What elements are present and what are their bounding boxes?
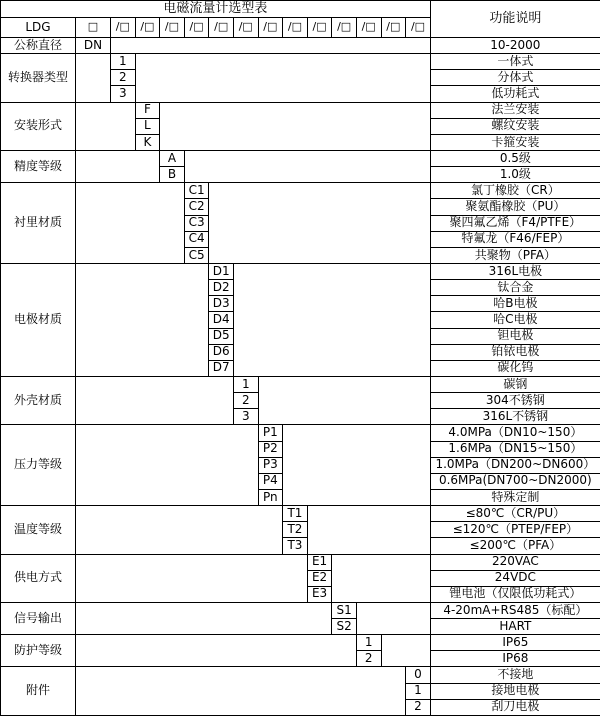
option-code: T3 [283, 538, 308, 554]
option-code: P1 [258, 425, 283, 441]
option-desc: 特殊定制 [430, 489, 600, 505]
option-desc: 氯丁橡胶（CR） [430, 183, 600, 199]
option-desc: 低功耗式 [430, 86, 600, 102]
spacer-cell [76, 183, 185, 264]
model-slot-box: /□ [135, 18, 160, 38]
category-label: 信号输出 [1, 602, 76, 634]
option-desc: 共聚物（PFA） [430, 247, 600, 263]
model-prefix: LDG [1, 18, 76, 38]
category-label: 外壳材质 [1, 376, 76, 424]
option-code: E2 [307, 570, 332, 586]
option-desc: 4.0MPa（DN10~150） [430, 425, 600, 441]
spacer-cell [160, 102, 431, 150]
option-desc: 1.0MPa（DN200~DN600） [430, 457, 600, 473]
option-desc: 10-2000 [430, 38, 600, 54]
spacer-cell [381, 635, 430, 667]
option-code: Pn [258, 489, 283, 505]
option-desc: 4-20mA+RS485（标配） [430, 602, 600, 618]
spacer-cell [209, 183, 430, 264]
option-desc: 聚氨酯橡胶（PU） [430, 199, 600, 215]
option-code: P3 [258, 457, 283, 473]
option-code: A [160, 150, 185, 166]
option-desc: 分体式 [430, 70, 600, 86]
spacer-cell [76, 54, 111, 102]
option-code: C4 [184, 231, 209, 247]
option-desc: 钛合金 [430, 280, 600, 296]
option-desc: 卡箍安装 [430, 134, 600, 150]
option-desc: 钽电极 [430, 328, 600, 344]
option-desc: ≤120℃（PTEP/FEP） [430, 522, 600, 538]
option-code: E1 [307, 554, 332, 570]
spacer-cell [76, 635, 357, 667]
spacer-cell [258, 376, 430, 424]
model-slot-box: /□ [258, 18, 283, 38]
option-code: C2 [184, 199, 209, 215]
spacer-cell [332, 554, 431, 602]
category-label: 供电方式 [1, 554, 76, 602]
spacer-cell [135, 54, 430, 102]
option-code: D1 [209, 263, 234, 279]
option-desc: 刮刀电极 [430, 699, 600, 715]
option-code: 1 [406, 683, 431, 699]
option-code: 1 [356, 635, 381, 651]
spacer-cell [76, 554, 308, 602]
model-slot-box: /□ [184, 18, 209, 38]
option-code: K [135, 134, 160, 150]
option-code: D4 [209, 312, 234, 328]
option-code: 3 [233, 409, 258, 425]
option-desc: 特氟龙（F46/FEP） [430, 231, 600, 247]
model-slot-box: /□ [160, 18, 185, 38]
option-desc: 法兰安装 [430, 102, 600, 118]
option-desc: 不接地 [430, 667, 600, 683]
option-desc: IP68 [430, 651, 600, 667]
category-label: 温度等级 [1, 506, 76, 554]
option-code: D7 [209, 360, 234, 376]
option-code: F [135, 102, 160, 118]
option-code: C1 [184, 183, 209, 199]
spacer-cell [76, 102, 136, 150]
option-code: P2 [258, 441, 283, 457]
model-slot-box: /□ [111, 18, 136, 38]
option-code: 2 [406, 699, 431, 715]
option-desc: 304不锈钢 [430, 393, 600, 409]
option-desc: 0.6MPa(DN700~DN2000) [430, 473, 600, 489]
option-code: 2 [233, 393, 258, 409]
spacer-cell [76, 150, 160, 182]
model-digit-box: □ [76, 18, 111, 38]
spacer-cell [283, 425, 431, 506]
category-label: 压力等级 [1, 425, 76, 506]
option-desc: 220VAC [430, 554, 600, 570]
model-slot-box: /□ [307, 18, 332, 38]
option-code: T1 [283, 506, 308, 522]
category-label: 电极材质 [1, 263, 76, 376]
spacer-cell [233, 263, 430, 376]
function-desc-header: 功能说明 [430, 1, 600, 38]
category-label: 安装形式 [1, 102, 76, 150]
option-desc: 聚四氟乙烯（F4/PTFE） [430, 215, 600, 231]
option-desc: 一体式 [430, 54, 600, 70]
model-slot-box: /□ [332, 18, 357, 38]
option-desc: 锂电池（仅限低功耗式） [430, 586, 600, 602]
option-code: 3 [111, 86, 136, 102]
option-desc: 接地电极 [430, 683, 600, 699]
option-code: 1 [233, 376, 258, 392]
option-desc: 0.5级 [430, 150, 600, 166]
category-label: 精度等级 [1, 150, 76, 182]
option-code: D5 [209, 328, 234, 344]
option-desc: 1.6MPa（DN15~150） [430, 441, 600, 457]
model-slot-box: /□ [233, 18, 258, 38]
option-desc: 碳钢 [430, 376, 600, 392]
category-label: 附件 [1, 667, 76, 716]
category-label: 转换器类型 [1, 54, 76, 102]
option-code: D6 [209, 344, 234, 360]
spacer-cell [76, 376, 234, 424]
model-slot-box: /□ [283, 18, 308, 38]
option-desc: 1.0级 [430, 167, 600, 183]
spacer-cell [76, 263, 209, 376]
option-code: 2 [111, 70, 136, 86]
option-code: T2 [283, 522, 308, 538]
option-desc: ≤200℃（PFA） [430, 538, 600, 554]
option-desc: 铂铱电极 [430, 344, 600, 360]
table-title: 电磁流量计选型表 [1, 1, 431, 18]
option-code: D3 [209, 296, 234, 312]
model-slot-box: /□ [381, 18, 406, 38]
spacer-cell [184, 150, 430, 182]
model-slot-box: /□ [209, 18, 234, 38]
option-code: S1 [332, 602, 357, 618]
option-code: D2 [209, 280, 234, 296]
option-desc: 碳化钨 [430, 360, 600, 376]
category-label: 防护等级 [1, 635, 76, 667]
option-code: E3 [307, 586, 332, 602]
option-code: S2 [332, 619, 357, 635]
option-code: 1 [111, 54, 136, 70]
model-slot-box: /□ [356, 18, 381, 38]
option-desc: IP65 [430, 635, 600, 651]
option-code: C3 [184, 215, 209, 231]
spacer-cell [111, 38, 431, 54]
spacer-cell [76, 602, 332, 634]
option-code: P4 [258, 473, 283, 489]
option-desc: 24VDC [430, 570, 600, 586]
option-desc: 哈C电极 [430, 312, 600, 328]
spacer-cell [76, 425, 259, 506]
spacer-cell [76, 667, 406, 716]
option-code: L [135, 118, 160, 134]
option-desc: 316L电极 [430, 263, 600, 279]
option-code: B [160, 167, 185, 183]
option-code: DN [76, 38, 111, 54]
category-label: 公称直径 [1, 38, 76, 54]
option-desc: 螺纹安装 [430, 118, 600, 134]
option-desc: ≤80℃（CR/PU） [430, 506, 600, 522]
option-code: 2 [356, 651, 381, 667]
spacer-cell [307, 506, 430, 554]
option-desc: 哈B电极 [430, 296, 600, 312]
model-slot-box: /□ [406, 18, 431, 38]
option-desc: 316L不锈钢 [430, 409, 600, 425]
category-label: 衬里材质 [1, 183, 76, 264]
spacer-cell [76, 506, 283, 554]
option-desc: HART [430, 619, 600, 635]
option-code: 0 [406, 667, 431, 683]
spacer-cell [356, 602, 430, 634]
option-code: C5 [184, 247, 209, 263]
